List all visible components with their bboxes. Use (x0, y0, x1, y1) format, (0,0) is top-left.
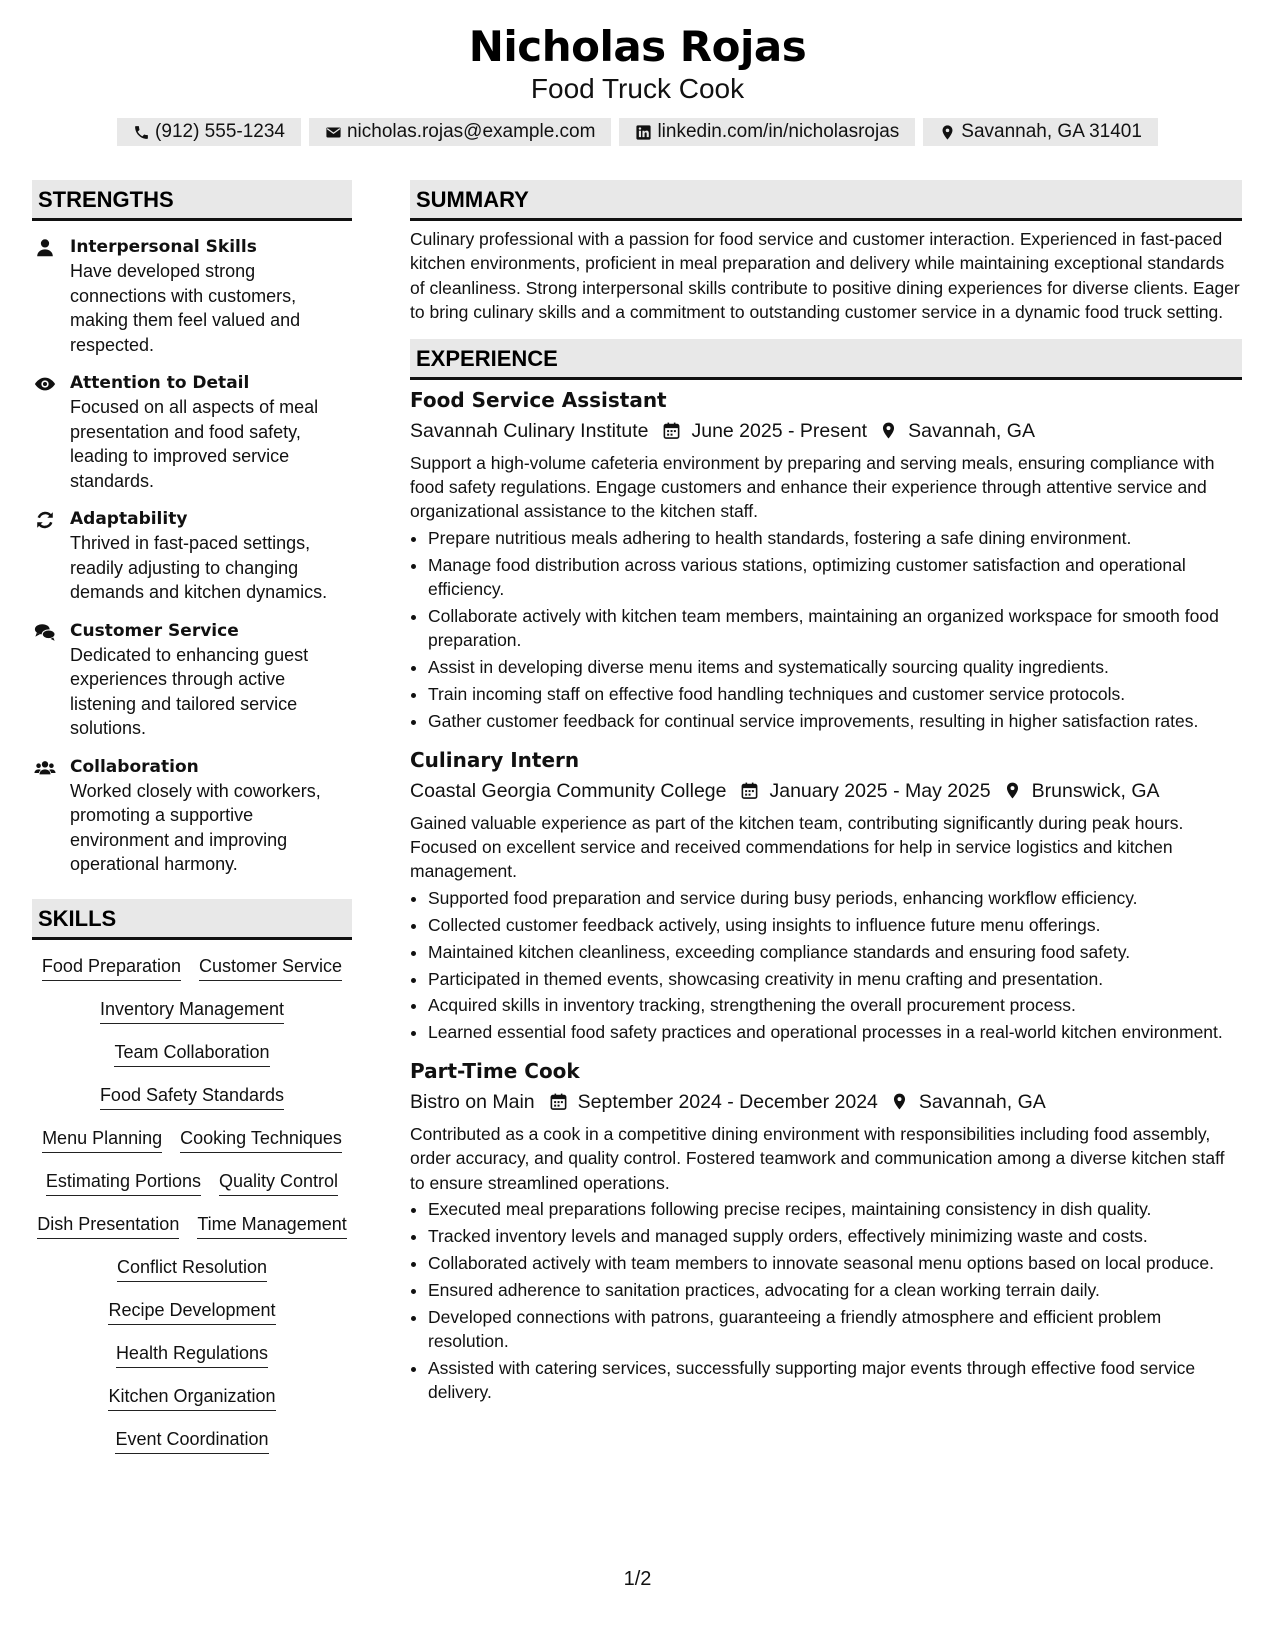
list-item: • Participated in themed events, showcasing creativity in menu crafting and presentation. (428, 967, 1242, 991)
job-bullets (410, 526, 1242, 734)
job-title: Part-Time Cook (410, 1058, 580, 1083)
list-item: • Manage food distribution across various stations, optimizing customer satisfaction and operational efficiency. (428, 553, 1242, 602)
job-dates: June 2025 - Present (691, 419, 868, 442)
skill-tag: Cooking Techniques (180, 1126, 342, 1153)
list-item: • Assist in developing diverse menu items and systematically sourcing quality ingredients. (428, 655, 1242, 679)
calendar-icon (549, 1092, 568, 1111)
strength-desc: Have developed strong connections with customers, making them feel valued and respected. (70, 261, 301, 355)
job-location: Savannah, GA (908, 419, 1035, 442)
strength-title: Collaboration (70, 756, 199, 777)
location-pin-icon (890, 1092, 909, 1111)
refresh-icon (34, 509, 56, 531)
skill-tag: Inventory Management (100, 997, 284, 1024)
list-item: • Maintained kitchen cleanliness, exceeding compliance standards and ensuring food safety. (428, 940, 1242, 964)
list-item: • Train incoming staff on effective food handling techniques and customer service protocols. (428, 682, 1242, 706)
job-company: Bistro on Main (410, 1090, 535, 1113)
strength-item (32, 235, 352, 357)
skill-tag: Event Coordination (115, 1427, 268, 1454)
envelope-icon (325, 124, 342, 141)
right-column (410, 180, 1242, 1407)
strength-title: Interpersonal Skills (70, 237, 257, 257)
linkedin-icon (635, 124, 652, 141)
skill-tag: Estimating Portions (46, 1169, 201, 1196)
job-meta (410, 1088, 1242, 1116)
job-bullets (410, 1197, 1242, 1405)
page-number: 1/2 (623, 1568, 652, 1590)
job-company: Coastal Georgia Community College (410, 779, 727, 802)
phone-icon (133, 124, 150, 141)
skills-list (32, 954, 352, 1454)
location-pin-icon (939, 124, 956, 141)
job-company: Savannah Culinary Institute (410, 419, 649, 442)
resume-header (0, 22, 1275, 146)
skill-tag: Time Management (197, 1212, 346, 1239)
list-item: • Collected customer feedback actively, using insights to influence future menu offerings. (428, 913, 1242, 937)
strength-desc: Worked closely with coworkers, promoting a supportive environment and improving operational harmony. (70, 780, 321, 874)
candidate-title: Food Truck Cook (530, 73, 745, 104)
strength-title: Customer Service (70, 620, 239, 641)
list-item: • Prepare nutritious meals adhering to health standards, fostering a safe dining environment. (428, 526, 1242, 550)
location-pin-icon (879, 421, 898, 440)
strength-desc: Dedicated to enhancing guest experiences through active listening and tailored service solutions. (70, 644, 309, 738)
contact-phone: (912) 555-1234 (117, 118, 301, 146)
job-bullets (410, 886, 1242, 1045)
contact-bar (0, 118, 1275, 146)
job-entry (410, 746, 1242, 1045)
summary-heading: SUMMARY (410, 180, 1242, 221)
strength-desc: Focused on all aspects of meal presentation and food safety, leading to improved service standards. (70, 397, 319, 491)
strength-desc: Thrived in fast-paced settings, readily adjusting to changing demands and kitchen dynamics. (70, 533, 328, 602)
summary-text: Culinary professional with a passion for food service and customer interaction. Experienced in fast-paced kitchen environments, proficient in meal preparation and delivery while maintaining exceptional standards of cleanliness. Strong interpersonal skills contribute to positive dining experiences for diverse clients. Eager to bring culinary skills and a commitment to outstanding customer service in a dynamic food truck setting. (410, 229, 1240, 323)
strengths-heading: STRENGTHS (32, 180, 352, 221)
candidate-name: Nicholas Rojas (468, 22, 807, 71)
calendar-icon (662, 421, 681, 440)
job-entry (410, 1057, 1242, 1405)
job-location: Brunswick, GA (1031, 779, 1160, 802)
job-entry (410, 386, 1242, 734)
skill-tag: Conflict Resolution (117, 1255, 267, 1282)
strength-title: Adaptability (70, 509, 188, 529)
list-item: • Executed meal preparations following precise recipes, maintaining consistency in dish quality. (428, 1197, 1242, 1221)
job-meta (410, 777, 1242, 805)
skill-tag: Kitchen Organization (108, 1384, 275, 1411)
job-description: Gained valuable experience as part of the kitchen team, contributing significantly during peak hours. Focused on excellent service and received commendations for help in service logistics and kitchen management. (410, 812, 1184, 882)
list-item: • Gather customer feedback for continual service improvements, resulting in higher satisfaction rates. (428, 709, 1242, 733)
skill-tag: Food Safety Standards (100, 1083, 284, 1110)
strength-item (32, 371, 352, 493)
list-item: • Collaborated actively with team members to innovate seasonal menu options based on local produce. (428, 1251, 1242, 1275)
experience-heading: EXPERIENCE (410, 339, 1242, 380)
job-description: Contributed as a cook in a competitive dining environment with responsibilities including food assembly, order accuracy, and quality control. Fostered teamwork and communication among a diverse kitchen staff to ensure streamlined operations. (410, 1123, 1225, 1193)
skills-heading: SKILLS (32, 899, 352, 940)
strength-item (32, 619, 352, 741)
list-item: • Acquired skills in inventory tracking, strengthening the overall procurement process. (428, 993, 1242, 1017)
list-item: • Assisted with catering services, successfully supporting major events through effective food service delivery. (428, 1356, 1242, 1405)
users-icon (34, 757, 56, 779)
strength-item (32, 755, 352, 877)
list-item: • Ensured adherence to sanitation practices, advocating for a clean working terrain daily. (428, 1278, 1242, 1302)
strength-title: Attention to Detail (70, 373, 250, 393)
eye-icon (34, 373, 56, 395)
job-description: Support a high-volume cafeteria environment by preparing and serving meals, ensuring compliance with food safety regulations. Engage customers and enhance their experience through attentive service and organizational assistance to the kitchen staff. (410, 452, 1215, 522)
skill-tag: Health Regulations (116, 1341, 268, 1368)
user-icon (34, 237, 56, 259)
contact-location: Savannah, GA 31401 (923, 118, 1158, 146)
comments-icon (34, 621, 56, 643)
skill-tag: Food Preparation (42, 954, 181, 981)
skill-tag: Team Collaboration (114, 1040, 269, 1067)
list-item: • Tracked inventory levels and managed supply orders, effectively minimizing waste and costs. (428, 1224, 1242, 1248)
left-column (32, 180, 352, 1454)
skill-tag: Menu Planning (42, 1126, 162, 1153)
list-item: • Developed connections with patrons, guaranteeing a friendly atmosphere and efficient problem resolution. (428, 1305, 1242, 1354)
job-title: Culinary Intern (410, 747, 580, 772)
list-item: • Supported food preparation and service during busy periods, enhancing workflow efficiency. (428, 886, 1242, 910)
job-dates: September 2024 - December 2024 (577, 1090, 878, 1113)
calendar-icon (740, 781, 759, 800)
contact-linkedin[interactable]: linkedin.com/in/nicholasrojas (619, 118, 915, 146)
contact-email[interactable]: nicholas.rojas@example.com (309, 118, 611, 146)
list-item: • Collaborate actively with kitchen team members, maintaining an organized workspace for smooth food preparation. (428, 604, 1242, 653)
job-dates: January 2025 - May 2025 (769, 779, 991, 802)
skill-tag: Customer Service (199, 954, 342, 981)
job-title: Food Service Assistant (410, 387, 667, 412)
skill-tag: Recipe Development (108, 1298, 275, 1325)
job-meta (410, 417, 1242, 445)
skill-tag: Dish Presentation (37, 1212, 179, 1239)
strength-item (32, 507, 352, 605)
location-pin-icon (1003, 781, 1022, 800)
skill-tag: Quality Control (219, 1169, 338, 1196)
list-item: • Learned essential food safety practices and operational processes in a real-world kitchen environment. (428, 1020, 1242, 1044)
job-location: Savannah, GA (918, 1090, 1046, 1113)
